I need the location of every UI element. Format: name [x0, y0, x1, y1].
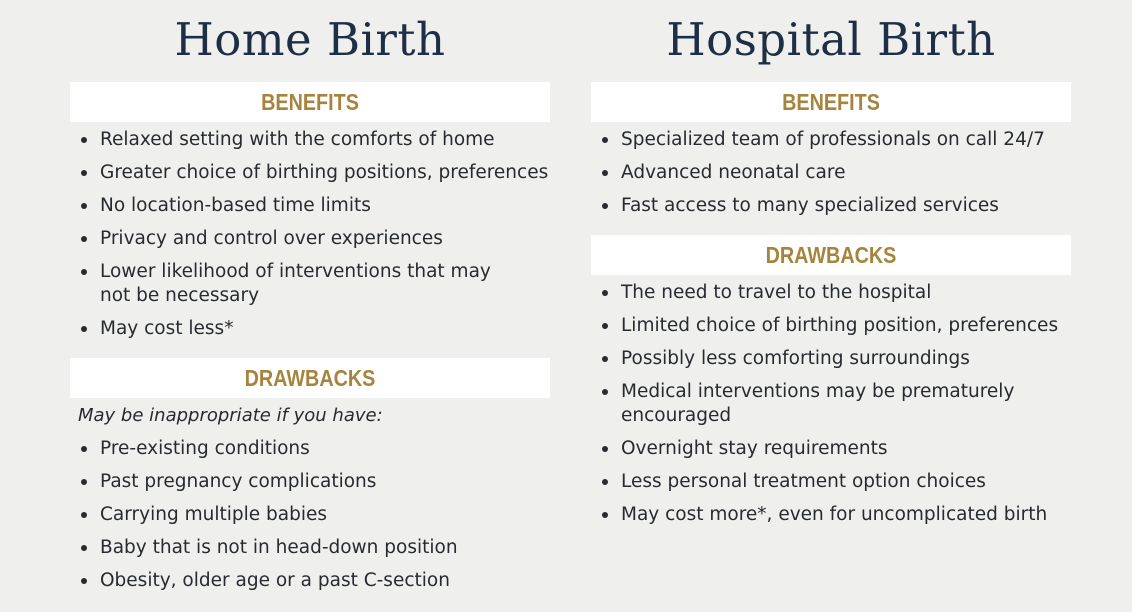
home-benefits-header-bar [70, 82, 550, 122]
home-drawbacks-header: DRAWBACKS [104, 358, 517, 398]
home-drawbacks-header-bar [70, 358, 550, 398]
list-item: No location-based time limits [78, 194, 550, 218]
list-item: Greater choice of birthing positions, preferences [78, 161, 550, 185]
list-item: The need to travel to the hospital [599, 281, 1071, 305]
list-item: Possibly less comforting surroundings [599, 347, 1071, 371]
hospital-birth-column [591, 0, 1071, 527]
list-item: Medical interventions may be prematurely encouraged [599, 380, 1039, 428]
list-item: Privacy and control over experiences [78, 227, 550, 251]
list-item: Limited choice of birthing position, preferences [599, 314, 1071, 338]
hospital-birth-title: Hospital Birth [666, 13, 996, 66]
list-item: Baby that is not in head-down position [78, 536, 550, 560]
list-item: Lower likelihood of interventions that may not be necessary [78, 260, 498, 308]
list-item: Fast access to many specialized services [599, 194, 1071, 218]
list-item: Pre-existing conditions [78, 437, 550, 461]
list-item: Obesity, older age or a past C-section [78, 569, 550, 593]
hospital-drawbacks-header: DRAWBACKS [625, 235, 1038, 275]
home-birth-column [70, 0, 550, 593]
home-birth-title: Home Birth [174, 13, 446, 66]
hospital-benefits-header: BENEFITS [625, 82, 1038, 122]
home-benefits-header: BENEFITS [104, 82, 517, 122]
home-drawbacks-list [70, 437, 550, 593]
list-item: Advanced neonatal care [599, 161, 1071, 185]
list-item: Specialized team of professionals on call 24/7 [599, 128, 1071, 152]
hospital-drawbacks-list [591, 281, 1071, 527]
list-item: Overnight stay requirements [599, 437, 1071, 461]
list-item: Past pregnancy complications [78, 470, 550, 494]
hospital-benefits-header-bar [591, 82, 1071, 122]
list-item: Less personal treatment option choices [599, 470, 1071, 494]
list-item: Carrying multiple babies [78, 503, 550, 527]
hospital-benefits-list [591, 128, 1071, 218]
home-benefits-list [70, 128, 550, 341]
hospital-drawbacks-header-bar [591, 235, 1071, 275]
home-drawbacks-note: May be inappropriate if you have: [78, 405, 383, 426]
list-item: May cost more*, even for uncomplicated birth [599, 503, 1071, 527]
list-item: Relaxed setting with the comforts of home [78, 128, 550, 152]
list-item: May cost less* [78, 317, 550, 341]
